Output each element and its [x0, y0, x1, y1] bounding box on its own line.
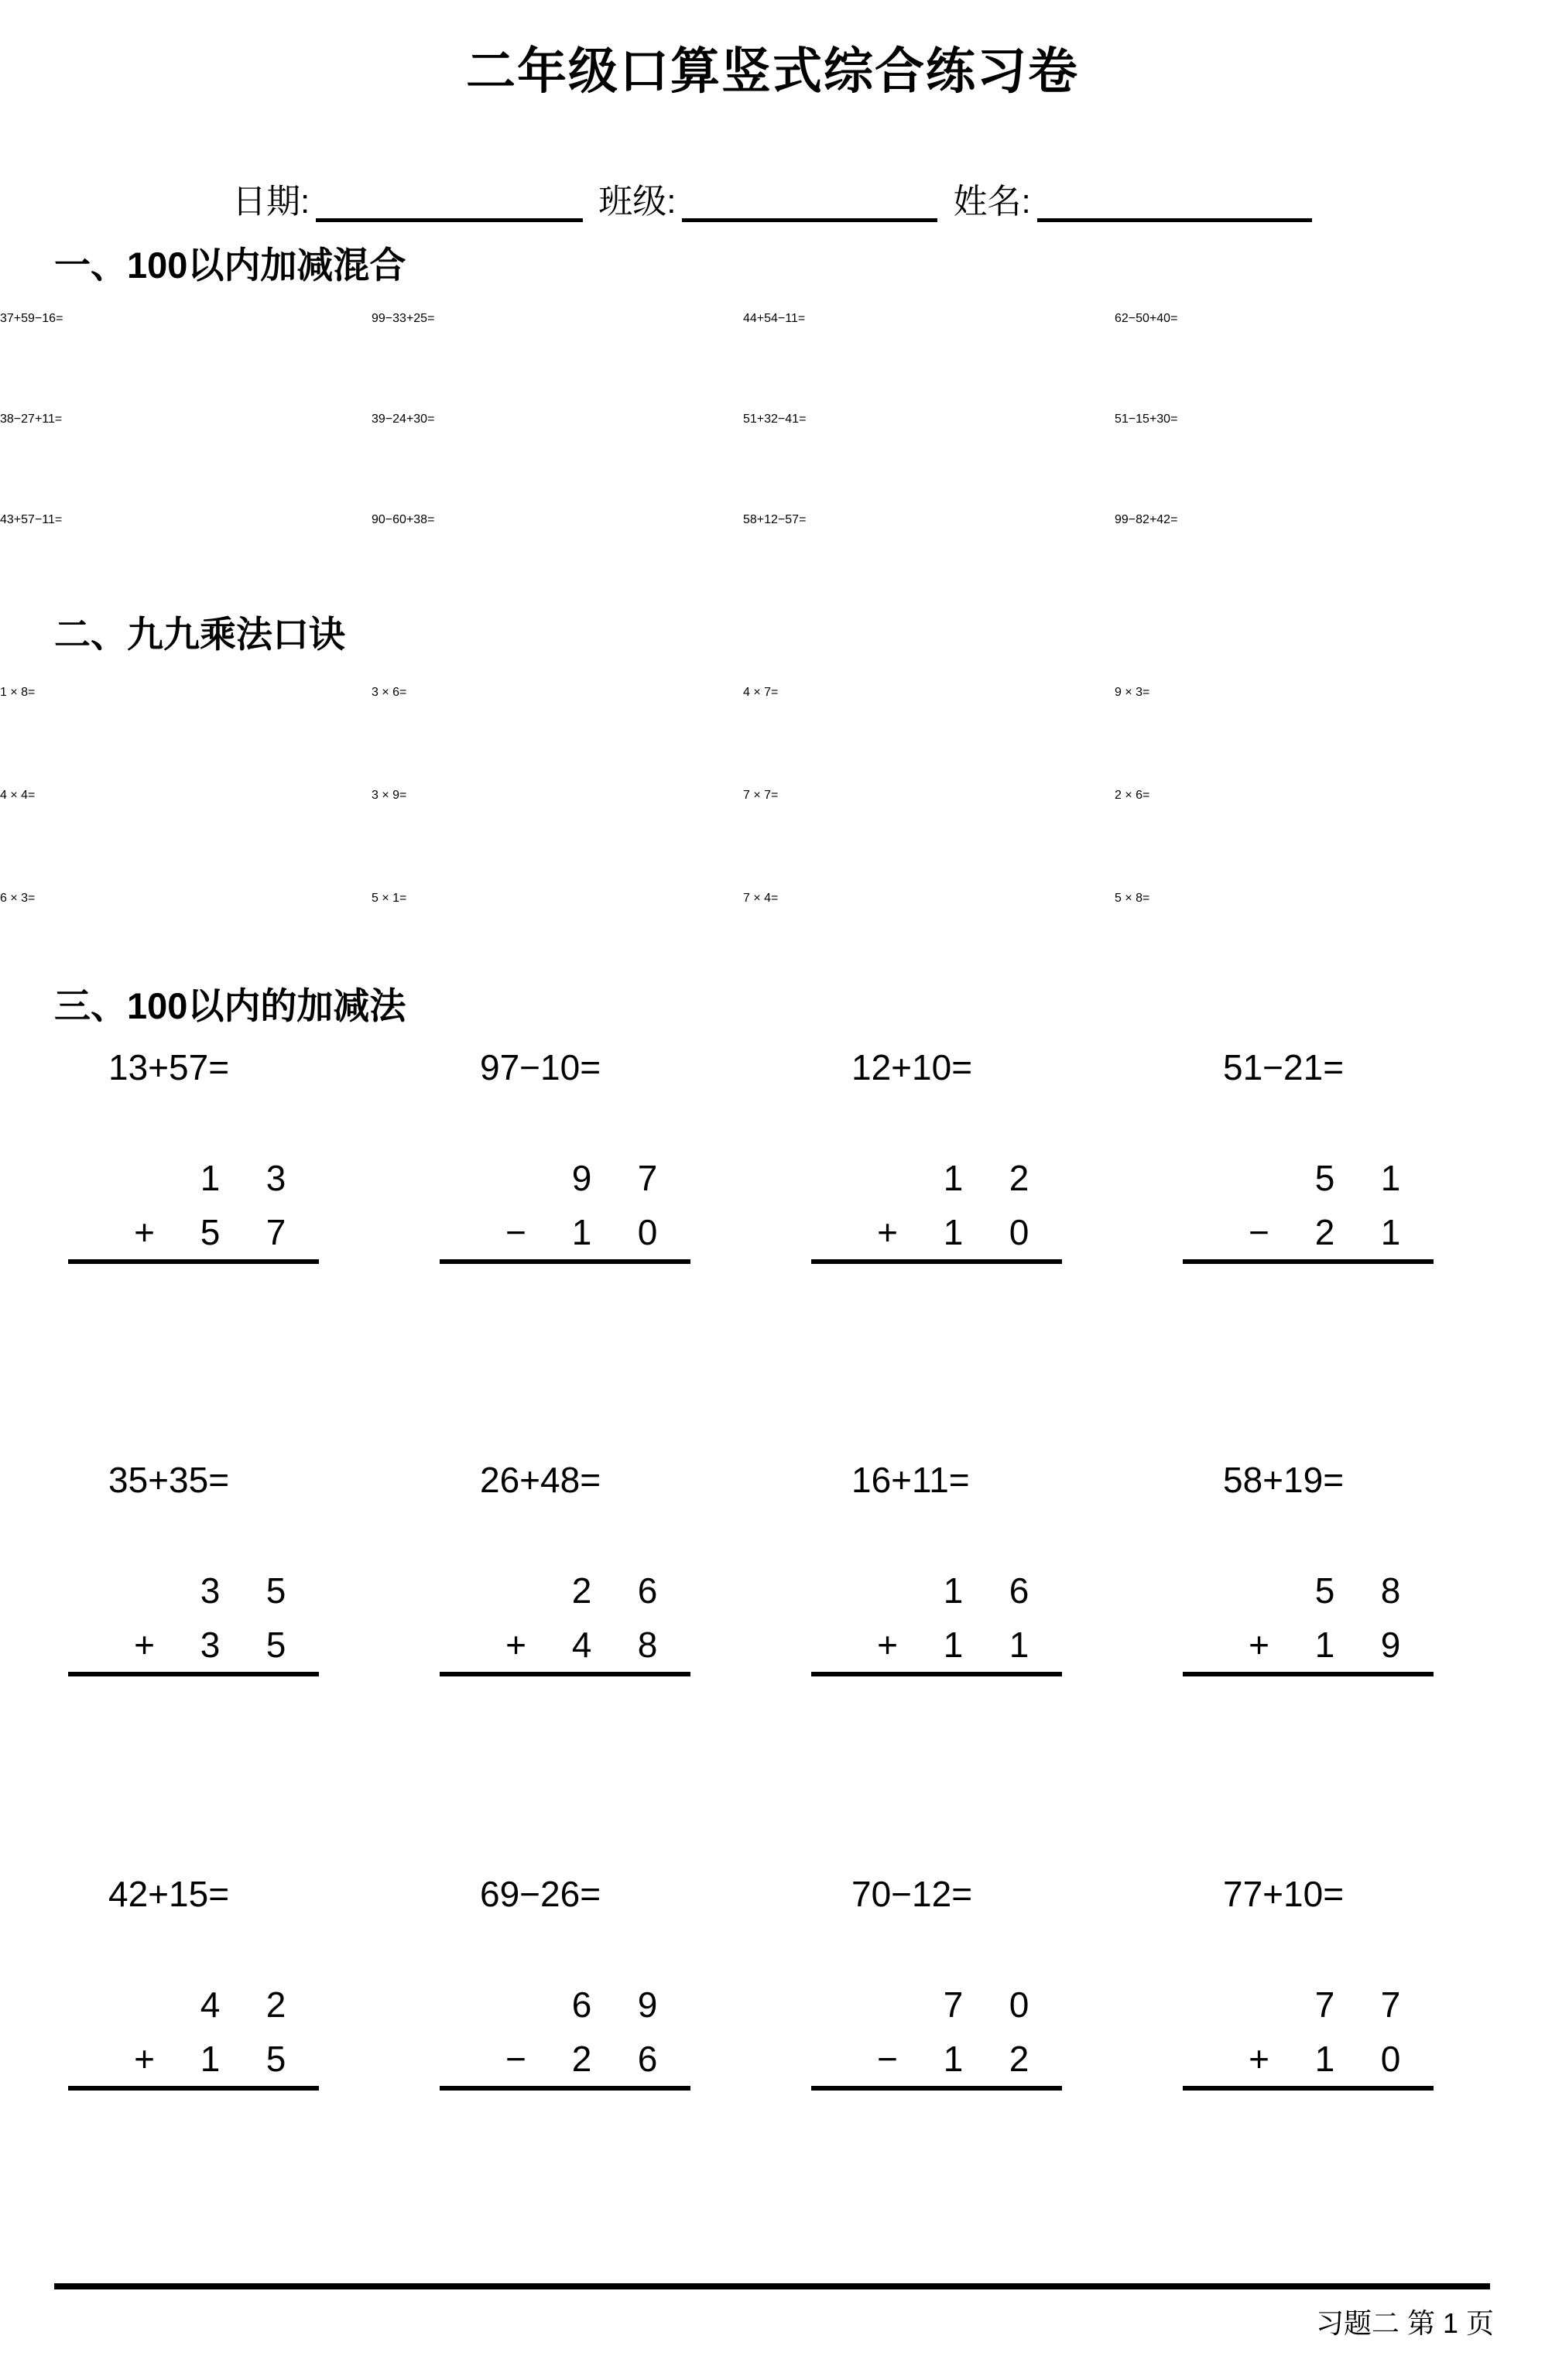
digit: 4: [571, 1625, 592, 1665]
vertical-calculation: [1183, 1978, 1434, 2091]
math-problem: 44+54−11=: [743, 312, 806, 325]
problem-group: [108, 1048, 480, 1264]
digit: 1: [943, 1570, 964, 1611]
problem-row: [0, 400, 1545, 501]
math-problem: 39−24+30=: [372, 413, 435, 426]
digit: 9: [1380, 1625, 1401, 1665]
operator: −: [505, 1212, 526, 1252]
vertical-calculation: [68, 1978, 319, 2091]
problem-group: [108, 1461, 480, 1676]
equation: 70−12=: [851, 1874, 973, 1914]
vertical-calculation: [440, 1978, 690, 2091]
digit: 1: [1380, 1212, 1401, 1252]
problem-group: [480, 1875, 851, 2091]
equation: 69−26=: [480, 1874, 601, 1914]
problem-row: [0, 879, 1545, 982]
page-footer-label: 习题二 第 1 页: [1315, 2307, 1494, 2339]
digit: 5: [265, 1570, 286, 1611]
digit: 1: [943, 1158, 964, 1198]
problem-group: [851, 1048, 1223, 1264]
problem-group: [480, 1048, 851, 1264]
equation: 35+35=: [108, 1460, 230, 1500]
section-1: [0, 300, 1545, 601]
math-problem: 3 × 6=: [372, 686, 407, 699]
math-problem: 7 × 4=: [743, 892, 779, 905]
vertical-calculation: [1183, 1563, 1434, 1676]
digit: 2: [1009, 2039, 1029, 2079]
operator: +: [134, 1625, 155, 1665]
math-problem: 43+57−11=: [0, 513, 63, 526]
vertical-problem-row: [0, 1875, 1545, 2091]
section-2-heading: 二、九九乘法口诀: [54, 614, 345, 655]
equation: 51−21=: [1223, 1047, 1345, 1087]
digit: 1: [943, 1212, 964, 1252]
operator: +: [134, 1212, 155, 1252]
problem-group: [851, 1875, 1223, 2091]
math-problem: 3 × 9=: [372, 789, 407, 802]
digit: 7: [637, 1158, 658, 1198]
math-problem: 90−60+38=: [372, 513, 435, 526]
digit: 5: [200, 1212, 221, 1252]
digit: 2: [265, 1984, 286, 2025]
operator: +: [877, 1625, 898, 1665]
math-problem: 58+12−57=: [743, 513, 807, 526]
class-blank: [682, 184, 937, 222]
digit: 5: [265, 1625, 286, 1665]
equation: 58+19=: [1223, 1460, 1345, 1500]
math-problem: 62−50+40=: [1115, 312, 1178, 325]
math-problem: 38−27+11=: [0, 413, 63, 426]
section-3-heading: 三、100以内的加减法: [54, 985, 406, 1026]
name-blank: [1037, 184, 1312, 222]
digit: 7: [1380, 1984, 1401, 2025]
vertical-calculation: [68, 1151, 319, 1264]
digit: 8: [637, 1625, 658, 1665]
problem-group: [1223, 1461, 1514, 1676]
math-problem: 51+32−41=: [743, 413, 807, 426]
digit: 0: [1009, 1212, 1029, 1252]
vertical-calculation: [1183, 1151, 1434, 1264]
math-problem: 51−15+30=: [1115, 413, 1178, 426]
equation: 13+57=: [108, 1047, 230, 1087]
vertical-calculation: [811, 1978, 1062, 2091]
class-label: 班级:: [598, 183, 677, 221]
math-problem: 1 × 8=: [0, 686, 36, 699]
equation: 26+48=: [480, 1460, 601, 1500]
digit: 1: [943, 2039, 964, 2079]
operator: +: [134, 2039, 155, 2079]
operator: +: [877, 1212, 898, 1252]
digit: 2: [1009, 1158, 1029, 1198]
math-problem: 5 × 8=: [1115, 892, 1150, 905]
digit: 4: [200, 1984, 221, 2025]
problem-row: [0, 501, 1545, 601]
digit: 6: [1009, 1570, 1029, 1611]
digit: 1: [1009, 1625, 1029, 1665]
problem-group: [480, 1461, 851, 1676]
vertical-calculation: [440, 1151, 690, 1264]
section-2: [0, 673, 1545, 982]
problem-row: [0, 776, 1545, 879]
digit: 7: [1314, 1984, 1335, 2025]
digit: 5: [265, 2039, 286, 2079]
digit: 7: [265, 1212, 286, 1252]
digit: 1: [200, 1158, 221, 1198]
problem-row: [0, 300, 1545, 400]
digit: 5: [1314, 1570, 1335, 1611]
digit: 9: [637, 1984, 658, 2025]
digit: 1: [1380, 1158, 1401, 1198]
operator: +: [505, 1625, 526, 1665]
digit: 3: [265, 1158, 286, 1198]
digit: 2: [1314, 1212, 1335, 1252]
digit: 0: [637, 1212, 658, 1252]
digit: 1: [1314, 1625, 1335, 1665]
math-problem: 6 × 3=: [0, 892, 36, 905]
date-blank: [316, 184, 583, 222]
digit: 2: [571, 2039, 592, 2079]
math-problem: 37+59−16=: [0, 312, 63, 325]
date-label: 日期:: [232, 183, 310, 221]
digit: 6: [637, 2039, 658, 2079]
equation: 16+11=: [851, 1460, 970, 1500]
equation: 42+15=: [108, 1874, 230, 1914]
digit: 3: [200, 1570, 221, 1611]
math-problem: 4 × 7=: [743, 686, 779, 699]
operator: +: [1249, 2039, 1269, 2079]
vertical-problem-row: [0, 1461, 1545, 1676]
operator: +: [1249, 1625, 1269, 1665]
vertical-problem-row: [0, 1048, 1545, 1264]
digit: 5: [1314, 1158, 1335, 1198]
vertical-calculation: [811, 1151, 1062, 1264]
vertical-calculation: [811, 1563, 1062, 1676]
vertical-calculation: [440, 1563, 690, 1676]
equation: 97−10=: [480, 1047, 601, 1087]
equation: 77+10=: [1223, 1874, 1345, 1914]
digit: 3: [200, 1625, 221, 1665]
digit: 8: [1380, 1570, 1401, 1611]
digit: 6: [637, 1570, 658, 1611]
math-problem: 4 × 4=: [0, 789, 36, 802]
digit: 6: [571, 1984, 592, 2025]
digit: 1: [1314, 2039, 1335, 2079]
operator: −: [877, 2039, 898, 2079]
math-problem: 9 × 3=: [1115, 686, 1150, 699]
digit: 7: [943, 1984, 964, 2025]
problem-group: [1223, 1875, 1514, 2091]
section-1-heading: 一、100以内加减混合: [54, 245, 406, 286]
digit: 1: [200, 2039, 221, 2079]
vertical-calculation: [68, 1563, 319, 1676]
worksheet-title: 二年级口算竖式综合练习卷: [466, 43, 1079, 99]
digit: 1: [571, 1212, 592, 1252]
math-problem: 99−82+42=: [1115, 513, 1178, 526]
footer-rule: [54, 2283, 1490, 2289]
digit: 1: [943, 1625, 964, 1665]
operator: −: [1249, 1212, 1269, 1252]
math-problem: 7 × 7=: [743, 789, 779, 802]
problem-group: [1223, 1048, 1514, 1264]
problem-group: [108, 1875, 480, 2091]
name-label: 姓名:: [953, 183, 1031, 221]
digit: 0: [1009, 1984, 1029, 2025]
operator: −: [505, 2039, 526, 2079]
math-problem: 5 × 1=: [372, 892, 407, 905]
equation: 12+10=: [851, 1047, 973, 1087]
problem-row: [0, 673, 1545, 776]
digit: 0: [1380, 2039, 1401, 2079]
digit: 9: [571, 1158, 592, 1198]
meta-row: [0, 175, 1545, 224]
problem-group: [851, 1461, 1223, 1676]
math-problem: 99−33+25=: [372, 312, 435, 325]
math-problem: 2 × 6=: [1115, 789, 1150, 802]
digit: 2: [571, 1570, 592, 1611]
